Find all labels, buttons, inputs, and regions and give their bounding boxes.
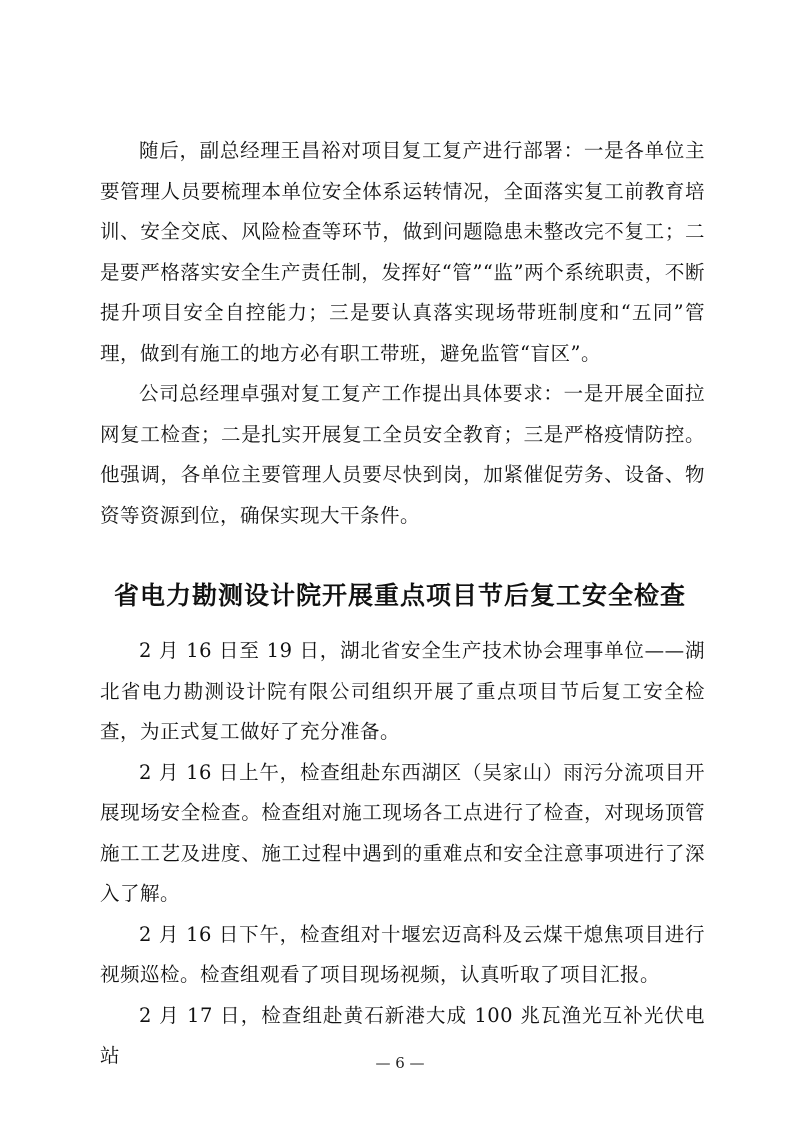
paragraph: 2 月 16 日下午，检查组对十堰宏迈高科及云煤干熄焦项目进行视频巡检。检查组观看了项目现场视频，认真听取了项目汇报。 bbox=[100, 922, 705, 986]
section-top-body bbox=[100, 131, 705, 536]
paragraph: 2 月 17 日，检查组赴黄石新港大成 100 兆瓦渔光互补光伏电站 bbox=[100, 1003, 705, 1067]
paragraph: 2 月 16 日至 19 日，湖北省安全生产技术协会理事单位——湖北省电力勘测设计院有限公司组织开展了重点项目节后复工安全检查，为正式复工做好了充分准备。 bbox=[100, 639, 705, 743]
paragraph: 2 月 16 日上午，检查组赴东西湖区（吴家山）雨污分流项目开展现场安全检查。检查组对施工现场各工点进行了检查，对现场顶管施工工艺及进度、施工过程中遇到的重难点和安全注意事项进行了深入了解。 bbox=[100, 760, 705, 905]
paragraph: 随后，副总经理王昌裕对项目复工复产进行部署：一是各单位主要管理人员要梳理本单位安全体系运转情况，全面落实复工前教育培训、安全交底、风险检查等环节，做到问题隐患未整改完不复工；二是要严格落实安全生产责任制，发挥好“管”“监”两个系统职责，不断提升项目安全自控能力；三是要认真落实现场带班制度和“五同”管理，做到有施工的地方必有职工带班，避免监管“盲区”。 bbox=[100, 139, 705, 365]
page-number: — 6 — bbox=[375, 1054, 425, 1072]
article-body bbox=[100, 631, 705, 1077]
article-title: 省电力勘测设计院开展重点项目节后复工安全检查 bbox=[113, 581, 686, 610]
paragraph: 公司总经理卓强对复工复产工作提出具体要求：一是开展全面拉网复工检查；二是扎实开展复工全员安全教育；三是严格疫情防控。他强调，各单位主要管理人员要尽快到岗，加紧催促劳务、设备、物资等资源到位，确保实现大干条件。 bbox=[100, 382, 705, 527]
